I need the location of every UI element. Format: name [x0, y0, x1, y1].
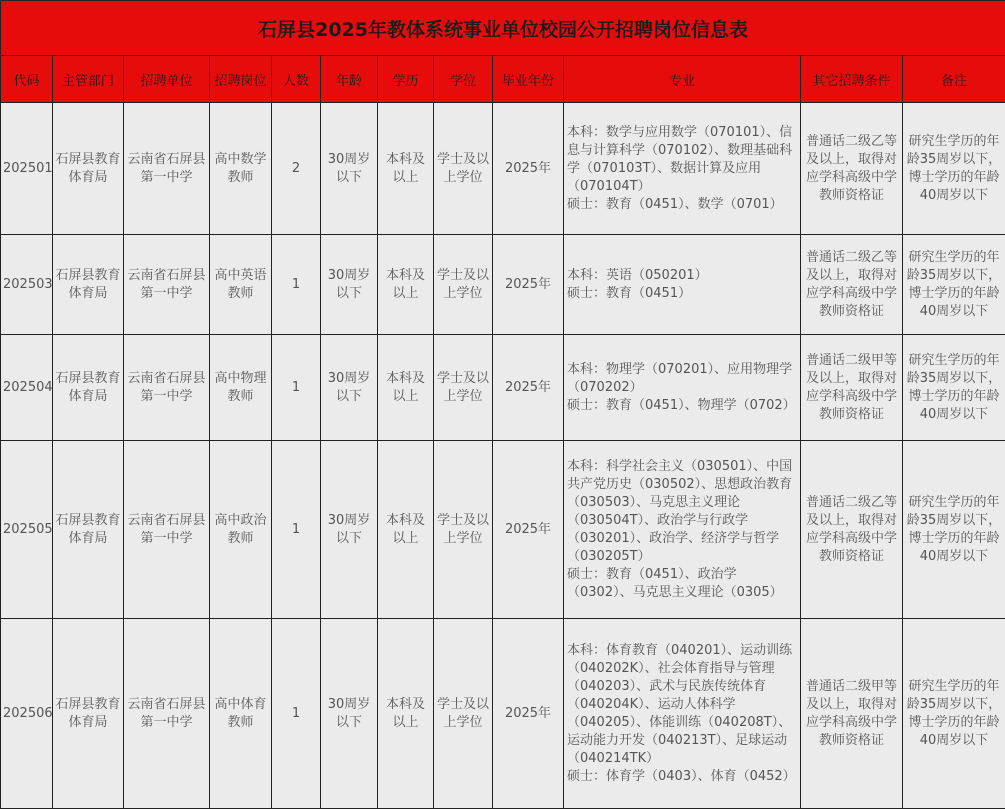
major-paragraph: 硕士：体育学（0403）、体育（0452）	[567, 768, 797, 786]
cell-dept: 石屏县教育体育局	[53, 235, 124, 335]
cell-unit: 云南省石屏县第一中学	[124, 235, 210, 335]
cell-post: 高中体育教师	[210, 619, 272, 809]
major-paragraph: 本科：体育教育（040201）、运动训练（040202K）、社会体育指导与管理（040203）、武术与民族传统体育（040204K）、运动人体科学（040205）、体能训练（040208T）、运动能力开发（040213T）、足球运动（040214TK）	[567, 642, 797, 768]
cell-note: 研究生学历的年龄35周岁以下，博士学历的年龄40周岁以下	[903, 235, 1005, 335]
cell-dept: 石屏县教育体育局	[53, 441, 124, 619]
table-row	[1, 335, 1005, 441]
cell-dept: 石屏县教育体育局	[53, 619, 124, 809]
cell-post: 高中政治教师	[210, 441, 272, 619]
column-header: 备注	[903, 56, 1005, 103]
cell-code: 202501	[1, 103, 53, 235]
cell-count: 2	[272, 103, 321, 235]
cell-post: 高中数学教师	[210, 103, 272, 235]
column-header: 其它招聘条件	[801, 56, 903, 103]
cell-year: 2025年	[493, 103, 564, 235]
cell-degree: 学士及以上学位	[434, 441, 493, 619]
cell-dept: 石屏县教育体育局	[53, 335, 124, 441]
cell-count: 1	[272, 619, 321, 809]
cell-note: 研究生学历的年龄35周岁以下，博士学历的年龄40周岁以下	[903, 103, 1005, 235]
cell-degree: 学士及以上学位	[434, 103, 493, 235]
cell-unit: 云南省石屏县第一中学	[124, 441, 210, 619]
cell-degree: 学士及以上学位	[434, 235, 493, 335]
cell-code: 202504	[1, 335, 53, 441]
table-row	[1, 441, 1005, 619]
cell-other: 普通话二级甲等及以上，取得对应学科高级中学教师资格证	[801, 335, 903, 441]
table-row	[1, 619, 1005, 809]
cell-age: 30周岁以下	[321, 619, 378, 809]
cell-count: 1	[272, 335, 321, 441]
cell-age: 30周岁以下	[321, 103, 378, 235]
column-header: 毕业年份	[493, 56, 564, 103]
cell-major	[564, 335, 801, 441]
cell-unit: 云南省石屏县第一中学	[124, 335, 210, 441]
cell-unit: 云南省石屏县第一中学	[124, 619, 210, 809]
cell-degree: 学士及以上学位	[434, 335, 493, 441]
column-header: 招聘单位	[124, 56, 210, 103]
cell-code: 202503	[1, 235, 53, 335]
major-paragraph: 本科：物理学（070201）、应用物理学（070202）	[567, 361, 797, 397]
table-row	[1, 235, 1005, 335]
cell-major	[564, 235, 801, 335]
cell-degree: 学士及以上学位	[434, 619, 493, 809]
cell-other: 普通话二级乙等及以上，取得对应学科高级中学教师资格证	[801, 441, 903, 619]
cell-other: 普通话二级甲等及以上，取得对应学科高级中学教师资格证	[801, 619, 903, 809]
column-header: 年龄	[321, 56, 378, 103]
major-paragraph: 硕士：教育（0451）、政治学（0302）、马克思主义理论（0305）	[567, 566, 797, 602]
cell-major	[564, 619, 801, 809]
cell-code: 202506	[1, 619, 53, 809]
cell-age: 30周岁以下	[321, 235, 378, 335]
cell-year: 2025年	[493, 335, 564, 441]
cell-major	[564, 103, 801, 235]
major-paragraph: 硕士：教育（0451）、物理学（0702）	[567, 397, 797, 415]
cell-year: 2025年	[493, 235, 564, 335]
table-row	[1, 103, 1005, 235]
cell-count: 1	[272, 441, 321, 619]
header-row	[1, 56, 1005, 103]
column-header: 主管部门	[53, 56, 124, 103]
column-header: 代码	[1, 56, 53, 103]
cell-unit: 云南省石屏县第一中学	[124, 103, 210, 235]
cell-note: 研究生学历的年龄35周岁以下，博士学历的年龄40周岁以下	[903, 441, 1005, 619]
cell-edu: 本科及以上	[378, 441, 434, 619]
cell-code: 202505	[1, 441, 53, 619]
table-title: 石屏县2025年教体系统事业单位校园公开招聘岗位信息表	[1, 1, 1005, 56]
cell-post: 高中物理教师	[210, 335, 272, 441]
cell-other: 普通话二级乙等及以上，取得对应学科高级中学教师资格证	[801, 235, 903, 335]
cell-major	[564, 441, 801, 619]
major-paragraph: 本科：数学与应用数学（070101）、信息与计算科学（070102）、数理基础科学（070103T）、数据计算及应用（070104T）	[567, 124, 797, 196]
column-header: 专业	[564, 56, 801, 103]
column-header: 学位	[434, 56, 493, 103]
cell-count: 1	[272, 235, 321, 335]
cell-year: 2025年	[493, 619, 564, 809]
cell-edu: 本科及以上	[378, 103, 434, 235]
column-header: 学历	[378, 56, 434, 103]
cell-note: 研究生学历的年龄35周岁以下，博士学历的年龄40周岁以下	[903, 619, 1005, 809]
cell-age: 30周岁以下	[321, 441, 378, 619]
cell-note: 研究生学历的年龄35周岁以下，博士学历的年龄40周岁以下	[903, 335, 1005, 441]
cell-post: 高中英语教师	[210, 235, 272, 335]
cell-edu: 本科及以上	[378, 619, 434, 809]
cell-edu: 本科及以上	[378, 235, 434, 335]
major-paragraph: 本科：科学社会主义（030501）、中国共产党历史（030502）、思想政治教育（030503）、马克思主义理论（030504T）、政治学与行政学（030201）、政治学、经济学与哲学（030205T）	[567, 458, 797, 566]
cell-dept: 石屏县教育体育局	[53, 103, 124, 235]
column-header: 人数	[272, 56, 321, 103]
column-header: 招聘岗位	[210, 56, 272, 103]
major-paragraph: 硕士：教育（0451）	[567, 285, 797, 303]
major-paragraph: 硕士：教育（0451）、数学（0701）	[567, 196, 797, 214]
cell-other: 普通话二级乙等及以上，取得对应学科高级中学教师资格证	[801, 103, 903, 235]
cell-edu: 本科及以上	[378, 335, 434, 441]
major-paragraph: 本科：英语（050201）	[567, 267, 797, 285]
cell-year: 2025年	[493, 441, 564, 619]
cell-age: 30周岁以下	[321, 335, 378, 441]
